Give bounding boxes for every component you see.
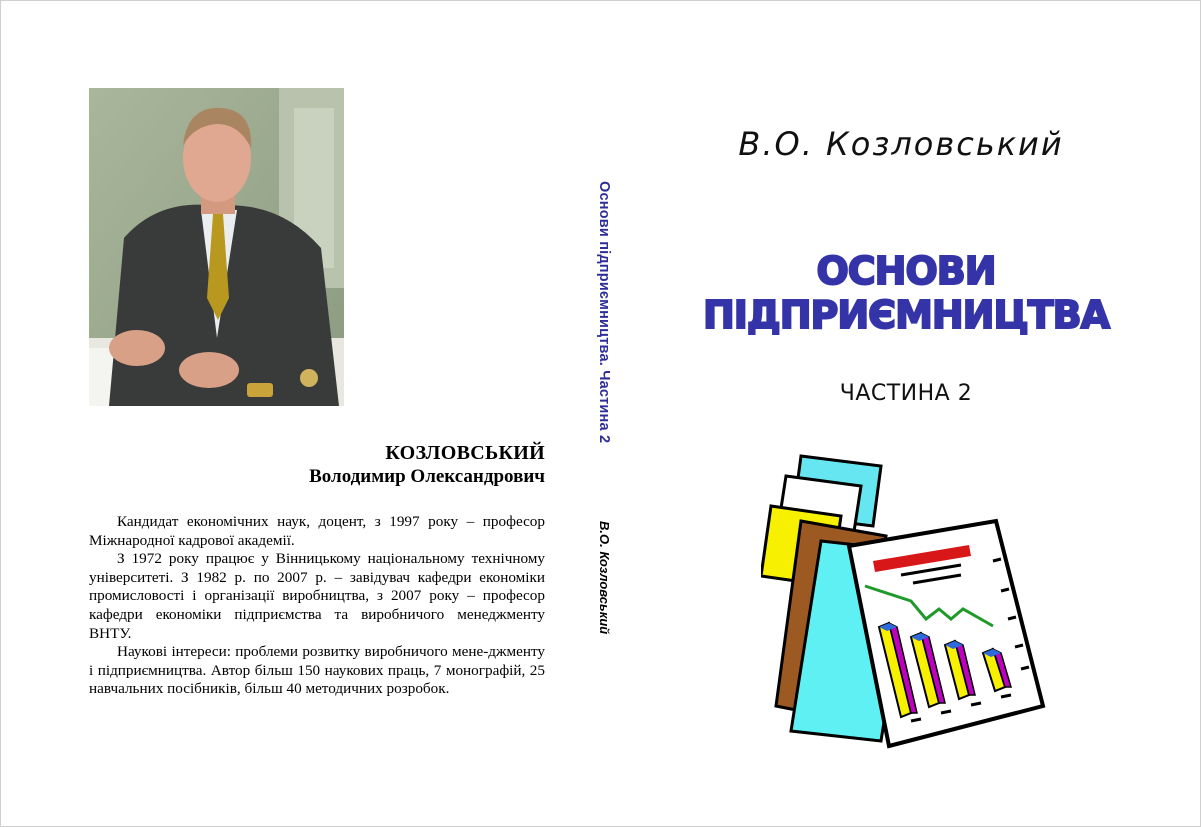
author-name-block	[91, 441, 545, 489]
spine-author: В.О. Козловський	[597, 521, 612, 635]
bio-paragraph: Наукові інтереси: проблеми розвитку виробничого мене-джменту і підприємництва. Автор більш 150 наукових праць, 7 монографій, 25 навчальних посібників, більш 40 методичних розробок.	[89, 643, 545, 698]
author-biography	[89, 513, 545, 699]
front-author: В.О. Козловський	[738, 125, 1064, 163]
spine-title: Основи підприємництва. Частина 2	[596, 181, 612, 444]
book-part: ЧАСТИНА 2	[839, 381, 973, 406]
author-photo	[89, 88, 344, 406]
author-surname: КОЗЛОВСЬКИЙ	[385, 442, 545, 464]
bio-paragraph: З 1972 року працює у Вінницькому національному технічному університеті. З 1982 р. по 2007 р. – завідувач кафедри економіки промисловості і організації виробництва, з 2007 року – професор кафедри економіки підприємства та виробничого менеджменту ВНТУ.	[89, 550, 545, 642]
book-title-line1: ОСНОВИ	[816, 249, 996, 293]
bio-paragraph: Кандидат економічних наук, доцент, з 1997 року – професор Міжнародної кадрової академії.	[89, 513, 545, 549]
author-given-names: Володимир Олександрович	[309, 466, 545, 487]
author-portrait-image	[89, 88, 344, 406]
chart-documents-icon	[761, 451, 1061, 751]
book-title	[661, 249, 1151, 337]
book-title-line2: ПІДПРИЄМНИЦТВА	[702, 293, 1110, 337]
